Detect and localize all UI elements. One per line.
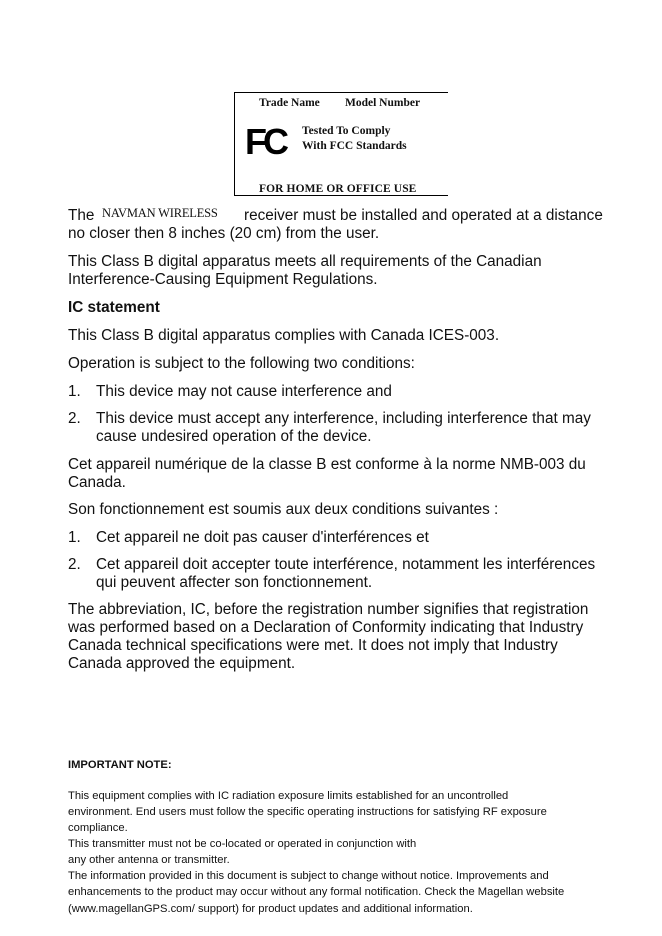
- fcc-standards-line: With FCC Standards: [302, 140, 407, 152]
- brand-name: NAVMAN WIRELESS: [102, 206, 218, 220]
- ic-item-2-line2: cause undesired operation of the device.: [96, 428, 372, 445]
- fcc-tested-line: Tested To Comply: [302, 125, 391, 137]
- french-item-1-num: 1.: [68, 529, 81, 546]
- important-line3: compliance.: [68, 822, 128, 834]
- intro-prefix: The: [68, 207, 95, 224]
- canadian-line1: This Class B digital apparatus meets all requirements of the Canadian: [68, 253, 542, 270]
- important-line8: (www.magellanGPS.com/ support) for product updates and additional information.: [68, 903, 473, 915]
- important-line7: enhancements to the product may occur without any formal notification. Check the Magellan website: [68, 886, 565, 898]
- ic-item-2-line1: This device must accept any interference, including interference that may: [96, 410, 591, 427]
- fcc-logo-icon: [245, 123, 295, 159]
- ic-conditions: Operation is subject to the following two conditions:: [68, 355, 415, 372]
- important-line2: environment. End users must follow the specific operating instructions for satisfying RF exposure: [68, 806, 547, 818]
- canadian-line2: Interference-Causing Equipment Regulations.: [68, 271, 378, 288]
- abbrev-line2: was performed based on a Declaration of Conformity indicating that Industry: [68, 619, 584, 636]
- fcc-trade-name: Trade Name: [259, 97, 320, 109]
- french-line1: Cet appareil numérique de la classe B est conforme à la norme NMB-003 du: [68, 456, 586, 473]
- intro-line2: no closer then 8 inches (20 cm) from the user.: [68, 225, 380, 242]
- fcc-model-number: Model Number: [345, 97, 421, 109]
- fcc-label-rule: [235, 195, 448, 196]
- fcc-label: [234, 92, 448, 196]
- svg-text:FC: FC: [245, 123, 285, 159]
- abbrev-line1: The abbreviation, IC, before the registration number signifies that registration: [68, 601, 589, 618]
- important-line6: The information provided in this document is subject to change without notice. Improvements and: [68, 870, 549, 882]
- ic-item-1-text: This device may not cause interference and: [96, 383, 392, 400]
- ic-heading: IC statement: [68, 299, 160, 316]
- important-heading: IMPORTANT NOTE:: [68, 759, 172, 771]
- important-line1: This equipment complies with IC radiation exposure limits established for an uncontrolled: [68, 790, 509, 802]
- abbrev-line3: Canada technical specifications were met. It does not imply that Industry: [68, 637, 558, 654]
- intro-line1-rest: receiver must be installed and operated at a distance: [244, 207, 603, 224]
- important-line5: any other antenna or transmitter.: [68, 854, 230, 866]
- fcc-use-line: FOR HOME OR OFFICE USE: [259, 183, 417, 195]
- ic-item-2-num: 2.: [68, 410, 81, 427]
- ic-complies: This Class B digital apparatus complies with Canada ICES-003.: [68, 327, 500, 344]
- french-item-2-line2: qui peuvent affecter son fonctionnement.: [96, 574, 373, 591]
- french-conditions: Son fonctionnement est soumis aux deux conditions suivantes :: [68, 501, 499, 518]
- important-line4: This transmitter must not be co-located or operated in conjunction with: [68, 838, 417, 850]
- ic-item-1-num: 1.: [68, 383, 81, 400]
- french-item-2-line1: Cet appareil doit accepter toute interférence, notamment les interférences: [96, 556, 596, 573]
- french-item-1-text: Cet appareil ne doit pas causer d'interférences et: [96, 529, 429, 546]
- french-item-2-num: 2.: [68, 556, 81, 573]
- abbrev-line4: Canada approved the equipment.: [68, 655, 296, 672]
- french-line2: Canada.: [68, 474, 126, 491]
